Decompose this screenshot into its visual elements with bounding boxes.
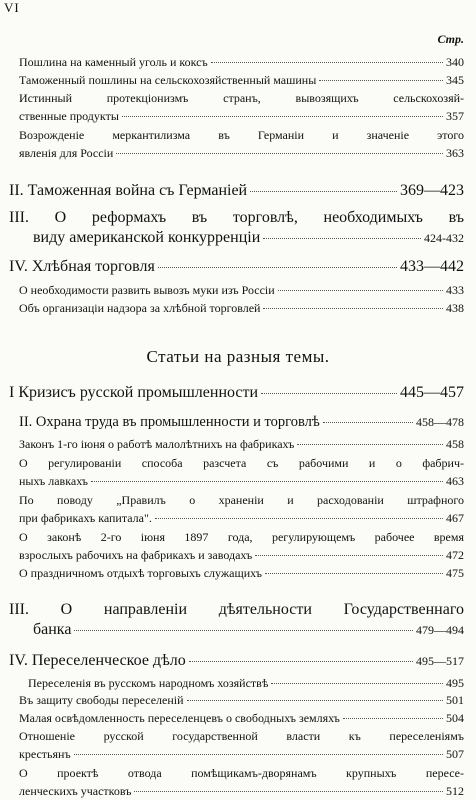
toc-entry-title-line2: ленческихъ участковъ xyxy=(19,784,132,798)
dot-leader xyxy=(255,555,443,556)
dot-leader xyxy=(271,683,443,684)
toc-entry-page: 472 xyxy=(446,548,464,562)
toc-section-page: 495—517 xyxy=(416,654,464,668)
toc-entry-title-line1: По поводу „Правилъ о храненіи и расходованіи штрафного xyxy=(19,493,464,507)
toc-section xyxy=(9,652,464,670)
toc-entry-title-line2: ственные продукты xyxy=(19,109,119,123)
toc-entry-page: 463 xyxy=(446,474,464,488)
toc-entry-title: Объ организаціи надзора за хлѣбной торговлей xyxy=(19,301,261,315)
toc-section-title: IV. Переселенческое дѣло xyxy=(9,652,186,669)
toc-entry-title-line1: Отношеніе русской государственной власти къ переселеніямъ xyxy=(19,729,464,743)
toc-entry-page: 340 xyxy=(446,55,464,69)
toc-entry xyxy=(19,301,464,316)
page-column-label: Стр. xyxy=(437,32,464,46)
toc-entry-page: 507 xyxy=(446,747,464,761)
toc-section-title-line2: виду американской конкурренціи xyxy=(33,229,261,246)
toc-entry-page: 363 xyxy=(446,146,464,160)
toc-entry-page: 475 xyxy=(446,566,464,580)
toc-entry xyxy=(19,528,464,564)
toc-entry-page: 458 xyxy=(446,437,464,451)
toc-entry xyxy=(28,676,464,691)
toc-entry xyxy=(19,693,464,708)
toc-entry-title-line1: Возрожденіе меркантилизма въ Германіи и значеніе этого xyxy=(19,128,464,142)
dot-leader xyxy=(91,481,443,482)
toc-entry-page: 433 xyxy=(446,283,464,297)
dot-leader xyxy=(263,308,443,309)
toc-entry xyxy=(19,283,464,298)
toc-section-title-line1: III. О реформахъ въ торговлѣ, необходимыхъ въ xyxy=(9,209,464,226)
dot-leader xyxy=(189,661,413,662)
dot-leader xyxy=(319,80,443,81)
toc-entry xyxy=(19,711,464,726)
dot-leader xyxy=(155,518,443,519)
toc-entry-title: Переселенія въ русскомъ народномъ хозяйствѣ xyxy=(28,676,269,690)
toc-entry xyxy=(19,727,464,763)
dot-leader xyxy=(278,290,443,291)
dot-leader xyxy=(134,791,443,792)
toc-entry-page: 495 xyxy=(446,676,464,690)
dot-leader xyxy=(297,444,443,445)
toc-entry xyxy=(19,764,464,800)
toc-entry xyxy=(19,55,464,70)
toc-entry-page: 345 xyxy=(446,73,464,87)
toc-entry-title-line1: О регулированіи способа разсчета съ рабочими и о фабрич- xyxy=(19,456,464,470)
dot-leader xyxy=(343,718,443,719)
dot-leader xyxy=(187,700,443,701)
toc-entry-title-line2: взрослыхъ рабочихъ на фабрикахъ и заводахъ xyxy=(19,548,253,562)
dot-leader xyxy=(265,573,443,574)
toc-entry-title-line2: ныхъ лавкахъ xyxy=(19,474,88,488)
dot-leader xyxy=(323,422,413,423)
toc-entry-title: Малая освѣдомленность переселенцевъ о свободныхъ земляхъ xyxy=(19,711,340,725)
dot-leader xyxy=(122,116,443,117)
toc-section-page: 458—478 xyxy=(416,415,464,429)
toc-entry-title-line2: при фабрикахъ капитала". xyxy=(19,511,152,525)
toc-entry-page: 512 xyxy=(446,784,464,798)
dot-leader xyxy=(116,153,443,154)
section-heading: Статьи на разныя темы. xyxy=(146,347,330,366)
toc-entry-title: Въ защиту свободы переселеній xyxy=(19,693,184,707)
dot-leader xyxy=(74,754,443,755)
toc-section-title: IV. Хлѣбная торговля xyxy=(9,258,155,275)
dot-leader xyxy=(261,393,397,394)
toc-section xyxy=(9,384,464,402)
toc-entry xyxy=(19,73,464,88)
toc-section-title-line1: III. О направленіи дѣятельности Государственнаго xyxy=(9,601,464,618)
toc-entry-page: 501 xyxy=(446,693,464,707)
toc-entry-page: 504 xyxy=(446,711,464,725)
toc-entry-title-line1: О проектѣ отвода помѣщикамъ-дворянамъ крупныхъ пересе- xyxy=(19,766,464,780)
toc-section-title: II. Таможенная война съ Германіей xyxy=(9,182,248,199)
toc-section xyxy=(19,414,464,431)
toc-entry-title-line2: явленія для Россіи xyxy=(19,146,114,160)
toc-entry xyxy=(19,454,464,490)
toc-entry xyxy=(19,126,464,162)
toc-section-page: 369—423 xyxy=(400,182,464,199)
toc-entry-title-line1: Истинный протекціонизмъ странъ, вывозящихъ сельскохозяй- xyxy=(19,91,464,105)
toc-entry xyxy=(19,437,464,452)
dot-leader xyxy=(158,267,397,268)
toc-entry-title: Законъ 1-го іюня о работѣ малолѣтнихъ на фабрикахъ xyxy=(19,437,295,451)
toc-section-title-line2: банка xyxy=(33,621,72,638)
toc-entry xyxy=(19,491,464,527)
toc-section xyxy=(9,600,464,640)
toc-entry-title: О необходимости развить вывозъ муки изъ Россіи xyxy=(19,283,275,297)
dot-leader xyxy=(211,62,443,63)
toc-entry-title: О праздничномъ отдыхѣ торговыхъ служащихъ xyxy=(19,566,262,580)
toc-section-page: 424-432 xyxy=(424,231,464,245)
toc-entry-title-line1: О законѣ 2-го іюня 1897 года, регулирующемъ рабочее время xyxy=(19,530,464,544)
toc-section xyxy=(9,208,464,248)
dot-leader xyxy=(263,238,421,239)
toc-section-page: 479—494 xyxy=(416,623,464,637)
toc-section-title: II. Охрана труда въ промышленности и торговлѣ xyxy=(19,414,320,430)
toc-entry-title-line2: крестьянъ xyxy=(19,747,71,761)
toc-section-page: 433—442 xyxy=(400,258,464,275)
toc-section xyxy=(9,258,464,276)
toc-section-page: 445—457 xyxy=(400,384,464,401)
toc-entry-page: 357 xyxy=(446,109,464,123)
toc-entry-page: 438 xyxy=(446,301,464,315)
toc-entry-page: 467 xyxy=(446,511,464,525)
dot-leader xyxy=(74,630,413,631)
toc-entry-title: Таможенный пошлины на сельскохозяйственный машины xyxy=(19,73,317,87)
toc-entry xyxy=(19,566,464,581)
toc-section xyxy=(9,182,464,200)
toc-section-title: I Кризисъ русской промышленности xyxy=(9,384,259,401)
dot-leader xyxy=(250,191,397,192)
page-number: VI xyxy=(4,0,20,15)
toc-entry xyxy=(19,89,464,125)
toc-entry-title: Пошлина на каменный уголь и коксъ xyxy=(19,55,208,69)
